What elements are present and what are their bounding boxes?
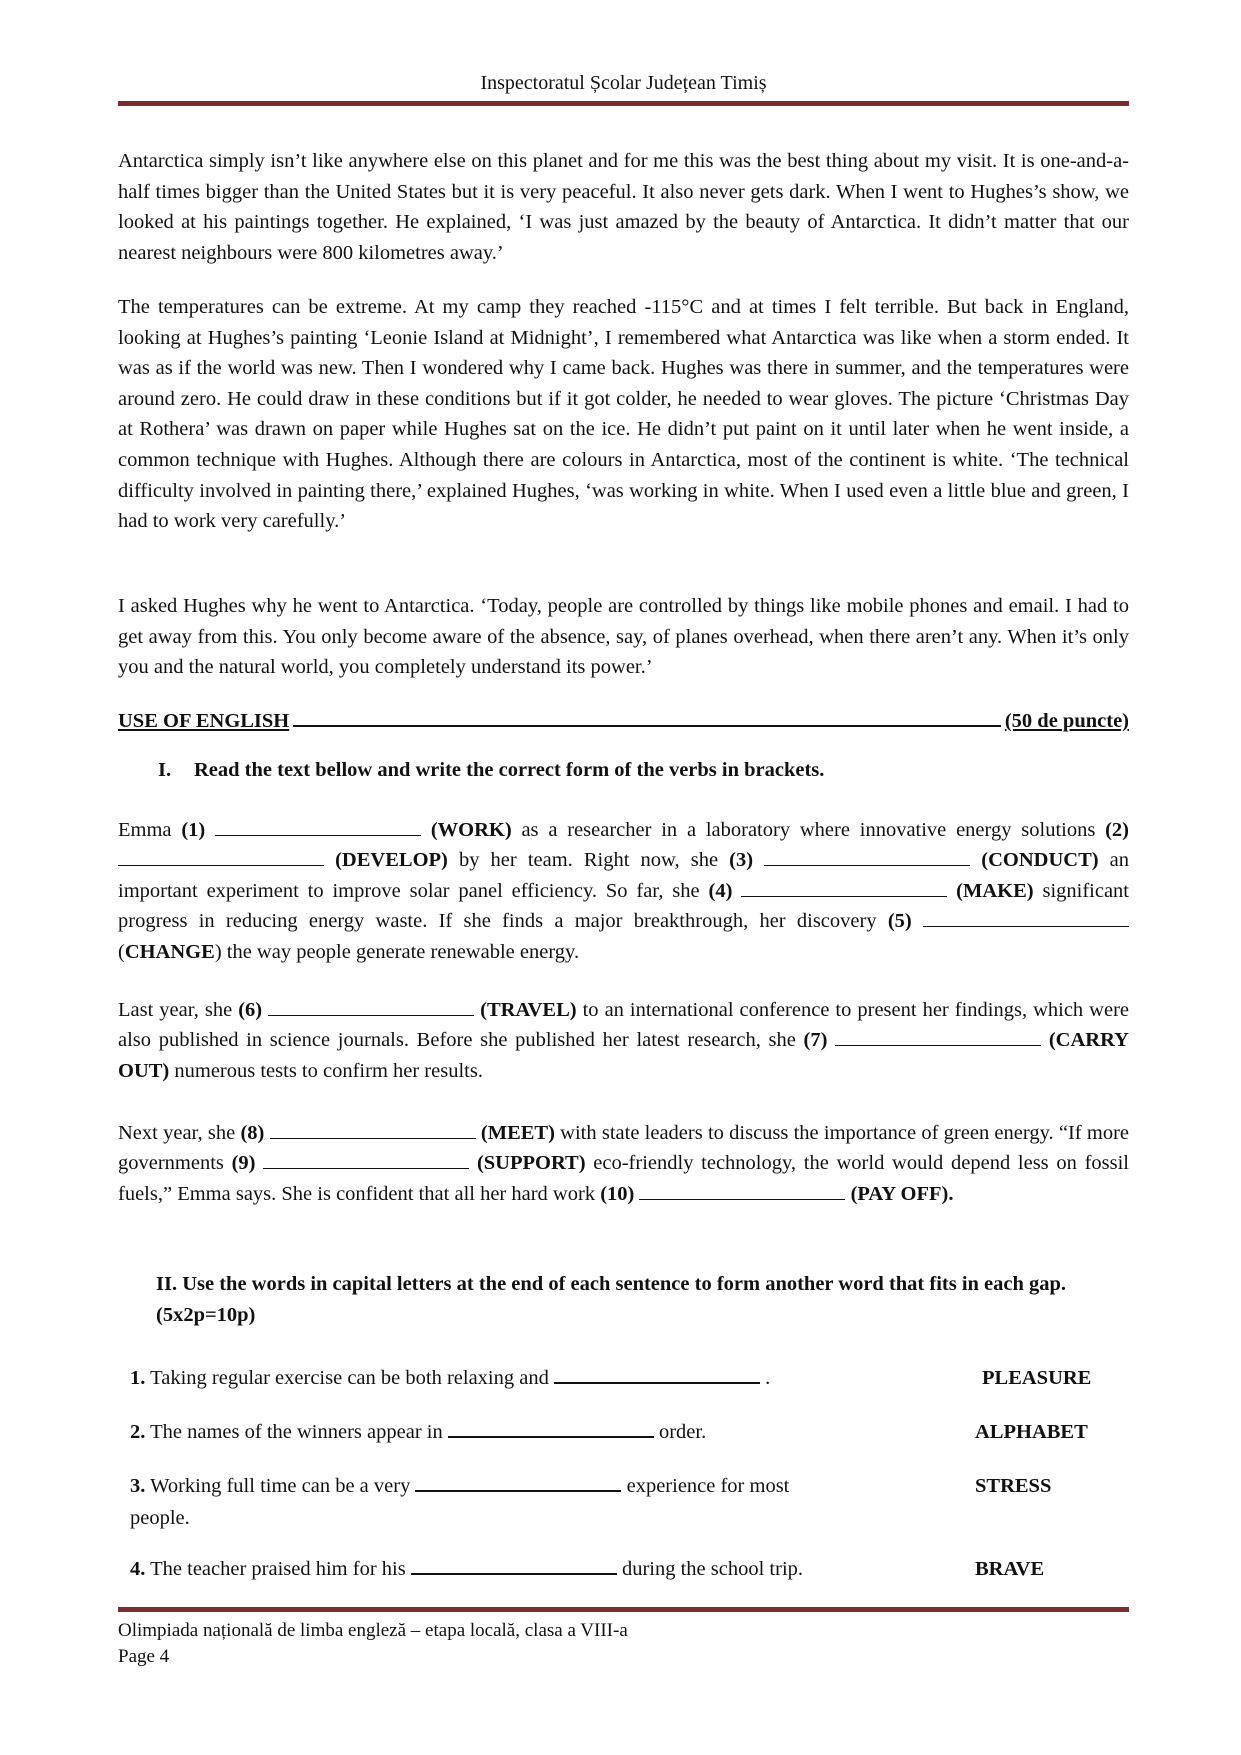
gap-number: (10) [600, 1182, 635, 1205]
gap-blank[interactable] [415, 1474, 621, 1492]
gap-number: (3) [729, 849, 754, 872]
gap-number: (1) [181, 819, 206, 841]
exercise-paragraph-3: Next year, she (8) (MEET) with state leaders to discuss the importance of green energy. “If more governments (9) (SUPPORT) eco-friendly technology, the world would depend less on fossil fuels,” Emma says. She is confident that all her hard work (10) (PAY OFF). [118, 1122, 1130, 1205]
verb-prompt: (SUPPORT) [476, 1152, 586, 1175]
header-rule [118, 101, 1129, 106]
gap-blank[interactable] [554, 1366, 760, 1384]
footer [118, 1618, 628, 1670]
gap-number: (5) [887, 910, 912, 933]
verb-prompt: (PAY OFF). [850, 1182, 954, 1205]
section-heading [118, 707, 1129, 733]
verb-prompt: (MAKE) [956, 879, 1034, 902]
page-number: Page 4 [118, 1646, 170, 1667]
gap-blank[interactable] [411, 1557, 617, 1575]
exercise-paragraph-2: Last year, she (6) (TRAVEL) to an international conference to present her findings, which were also published in science journals. Before she published her latest research, she (7) (CARRY OUT) numerous tests to confirm her results. [118, 999, 1130, 1082]
root-word: STRESS [975, 1475, 1052, 1497]
footer-rule [118, 1607, 1129, 1612]
section-heading-line [293, 707, 1001, 727]
gap-blank[interactable] [268, 999, 474, 1016]
gap-blank[interactable] [741, 880, 947, 897]
verb-prompt: CHANGE [124, 940, 215, 963]
reading-paragraph-2: The temperatures can be extreme. At my camp they reached -115°C and at times I felt terrible. But back in England, looking at Hughes’s painting ‘Leonie Island at Midnight’, I remembered what Antarctica was like when a storm ended. It was as if the world was new. Then I wondered why I came back. Hughes was there in summer, and the temperatures were around zero. He could draw in these conditions but if it got colder, he needed to wear gloves. The picture ‘Christmas Day at Rothera’ was drawn on paper while Hughes sat on the ice. He didn’t put paint on it until later when he went inside, a common technique with Hughes. Although there are colours in Antarctica, most of the continent is white. ‘The technical difficulty involved in painting there,’ explained Hughes, ‘was working in white. When I used even a little blue and green, I had to work very carefully.’ [118, 296, 1129, 533]
gap-number: (6) [238, 999, 263, 1021]
gap-number: (8) [240, 1122, 265, 1144]
header-title: Inspectoratul Școlar Județean Timiș [480, 72, 767, 94]
gap-blank[interactable] [923, 910, 1129, 927]
gap-number: (7) [803, 1029, 828, 1052]
verb-prompt: (WORK) [430, 819, 512, 841]
task-1-number: I. [158, 759, 172, 781]
section-points: (50 de puncte) [1004, 710, 1129, 732]
gap-number: (4) [708, 879, 733, 902]
root-word: BRAVE [975, 1558, 1045, 1580]
verb-prompt: (TRAVEL) [480, 999, 577, 1021]
root-word: PLEASURE [982, 1367, 1092, 1389]
gap-blank[interactable] [835, 1029, 1041, 1046]
gap-blank[interactable] [118, 849, 324, 866]
gap-blank[interactable] [263, 1152, 469, 1169]
verb-prompt: (CONDUCT) [981, 849, 1099, 872]
verb-prompt: (MEET) [480, 1122, 555, 1144]
gap-blank[interactable] [448, 1420, 654, 1438]
gap-number: (9) [231, 1152, 256, 1175]
gap-blank[interactable] [764, 849, 970, 866]
gap-blank[interactable] [270, 1122, 476, 1139]
reading-paragraph-3: I asked Hughes why he went to Antarctica. ‘Today, people are controlled by things like mobile phones and email. I had to get away from this. You only become aware of the absence, say, of planes overhead, when there aren’t any. When it’s only you and the natural world, you completely understand its power.’ [118, 595, 1129, 679]
section-title: USE OF ENGLISH [118, 710, 290, 732]
verb-prompt: (DEVELOP) [335, 849, 448, 872]
root-word: ALPHABET [975, 1421, 1088, 1443]
task-1-instruction [158, 759, 824, 782]
gap-blank[interactable] [215, 819, 421, 836]
gap-blank[interactable] [639, 1183, 845, 1200]
footer-title: Olimpiada națională de limba engleză – etapa locală, clasa a VIII-a [118, 1620, 628, 1641]
reading-paragraph-1: Antarctica simply isn’t like anywhere else on this planet and for me this was the best thing about my visit. It is one-and-a-half times bigger than the United States but it is very peaceful. It also never gets dark. When I went to Hughes’s show, we looked at his paintings together. He explained, ‘I was just amazed by the beauty of Antarctica. It didn’t matter that our nearest neighbours were 800 kilometres away.’ [118, 150, 1129, 264]
task-2-instruction: II. Use the words in capital letters at the end of each sentence to form another word that fits in each gap. (5x2p=10p) [156, 1273, 1067, 1326]
exercise-paragraph-1: Emma (1) (WORK) as a researcher in a laboratory where innovative energy solutions (2) (DEVELOP) by her team. Right now, she (3) (CONDUCT) an important experiment to improve solar panel efficiency. So far, she (4) (MAKE) significant progress in reducing energy waste. If she finds a major breakthrough, her discovery (5) (CHANGE) the way people generate renewable energy. [118, 819, 1130, 963]
task-1-text: Read the text bellow and write the correct form of the verbs in brackets. [194, 759, 825, 781]
gap-number: (2) [1105, 819, 1130, 841]
verb-prompt: (CARRY OUT) [118, 1029, 1129, 1082]
